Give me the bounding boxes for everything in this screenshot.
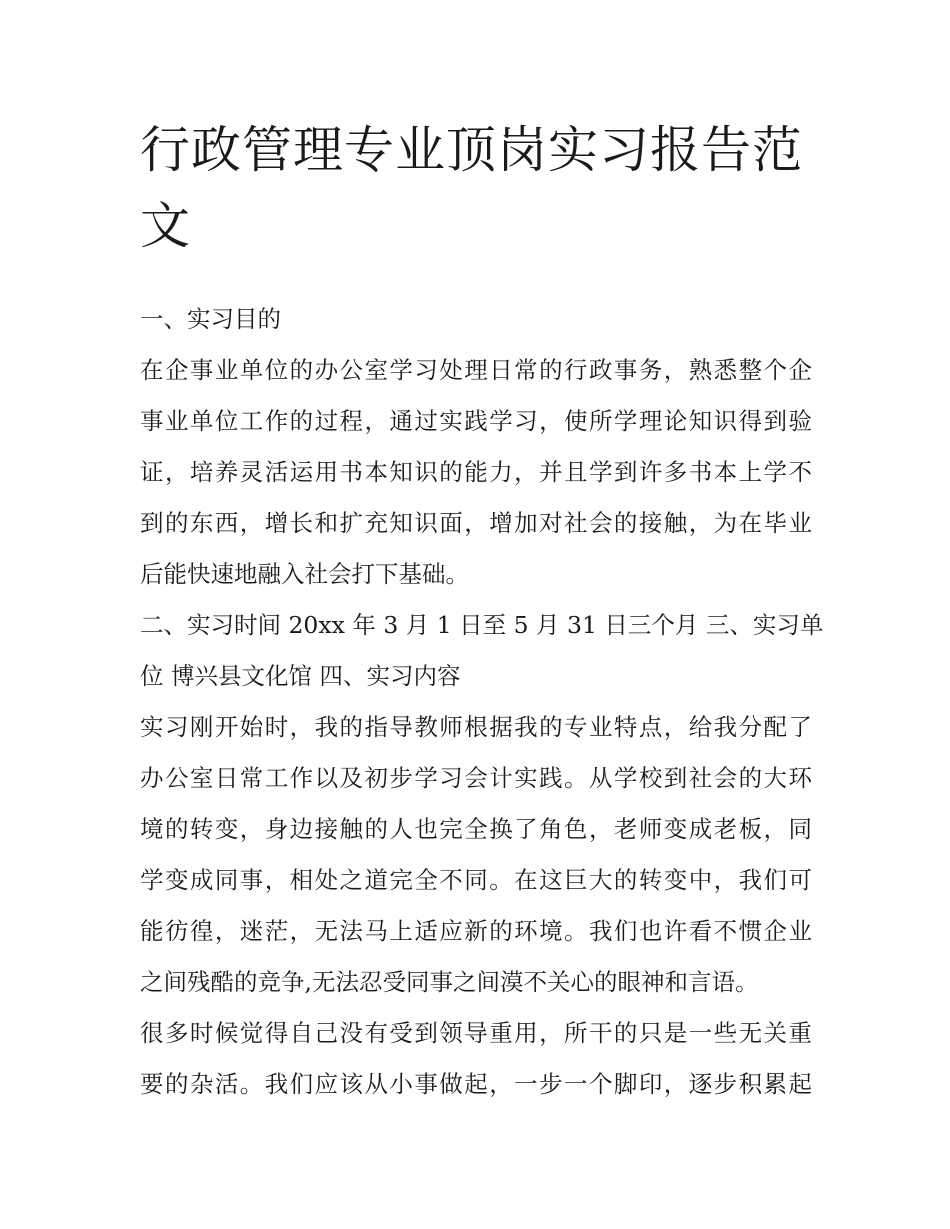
document-page (140, 112, 824, 1110)
section-heading-purpose: 一、实习目的 (140, 305, 281, 333)
paragraph-line: 到的东西，增长和扩充知识面，增加对社会的接触，为在毕业 (140, 509, 812, 537)
document-title (140, 112, 812, 264)
paragraph-line: 在企事业单位的办公室学习处理日常的行政事务，熟悉整个企 (140, 356, 812, 384)
document-body (140, 294, 824, 1110)
paragraph-line: 办公室日常工作以及初步学习会计实践。从学校到社会的大环 (140, 764, 812, 792)
title-line-1: 行政管理专业顶岗实习报告范 (140, 121, 803, 179)
paragraph-line: 后能快速地融入社会打下基础。 (140, 560, 469, 588)
paragraph-line: 能彷徨，迷茫，无法马上适应新的环境。我们也许看不惯企业 (140, 917, 812, 945)
paragraph-line: 要的杂活。我们应该从小事做起，一步一个脚印，逐步积累起 (140, 1070, 812, 1098)
paragraph-line: 之间残酷的竞争,无法忍受同事之间漠不关心的眼神和言语。 (140, 968, 759, 996)
paragraph-line: 事业单位工作的过程，通过实践学习，使所学理论知识得到验 (140, 407, 812, 435)
paragraph-line: 学变成同事，相处之道完全不同。在这巨大的转变中，我们可 (140, 866, 812, 894)
paragraph-line: 实习刚开始时，我的指导教师根据我的专业特点，给我分配了 (140, 713, 812, 741)
paragraph-line: 很多时候觉得自己没有受到领导重用，所干的只是一些无关重 (140, 1019, 812, 1047)
section-heading-time: 二、实习时间 20xx 年 3 月 1 日至 5 月 31 日三个月 三、实习单 (140, 611, 824, 639)
section-heading-unit: 位 博兴县文化馆 四、实习内容 (140, 662, 461, 690)
paragraph-line: 境的转变，身边接触的人也完全换了角色，老师变成老板，同 (140, 815, 812, 843)
title-line-2: 文 (140, 197, 191, 255)
paragraph-line: 证，培养灵活运用书本知识的能力，并且学到许多书本上学不 (140, 458, 812, 486)
